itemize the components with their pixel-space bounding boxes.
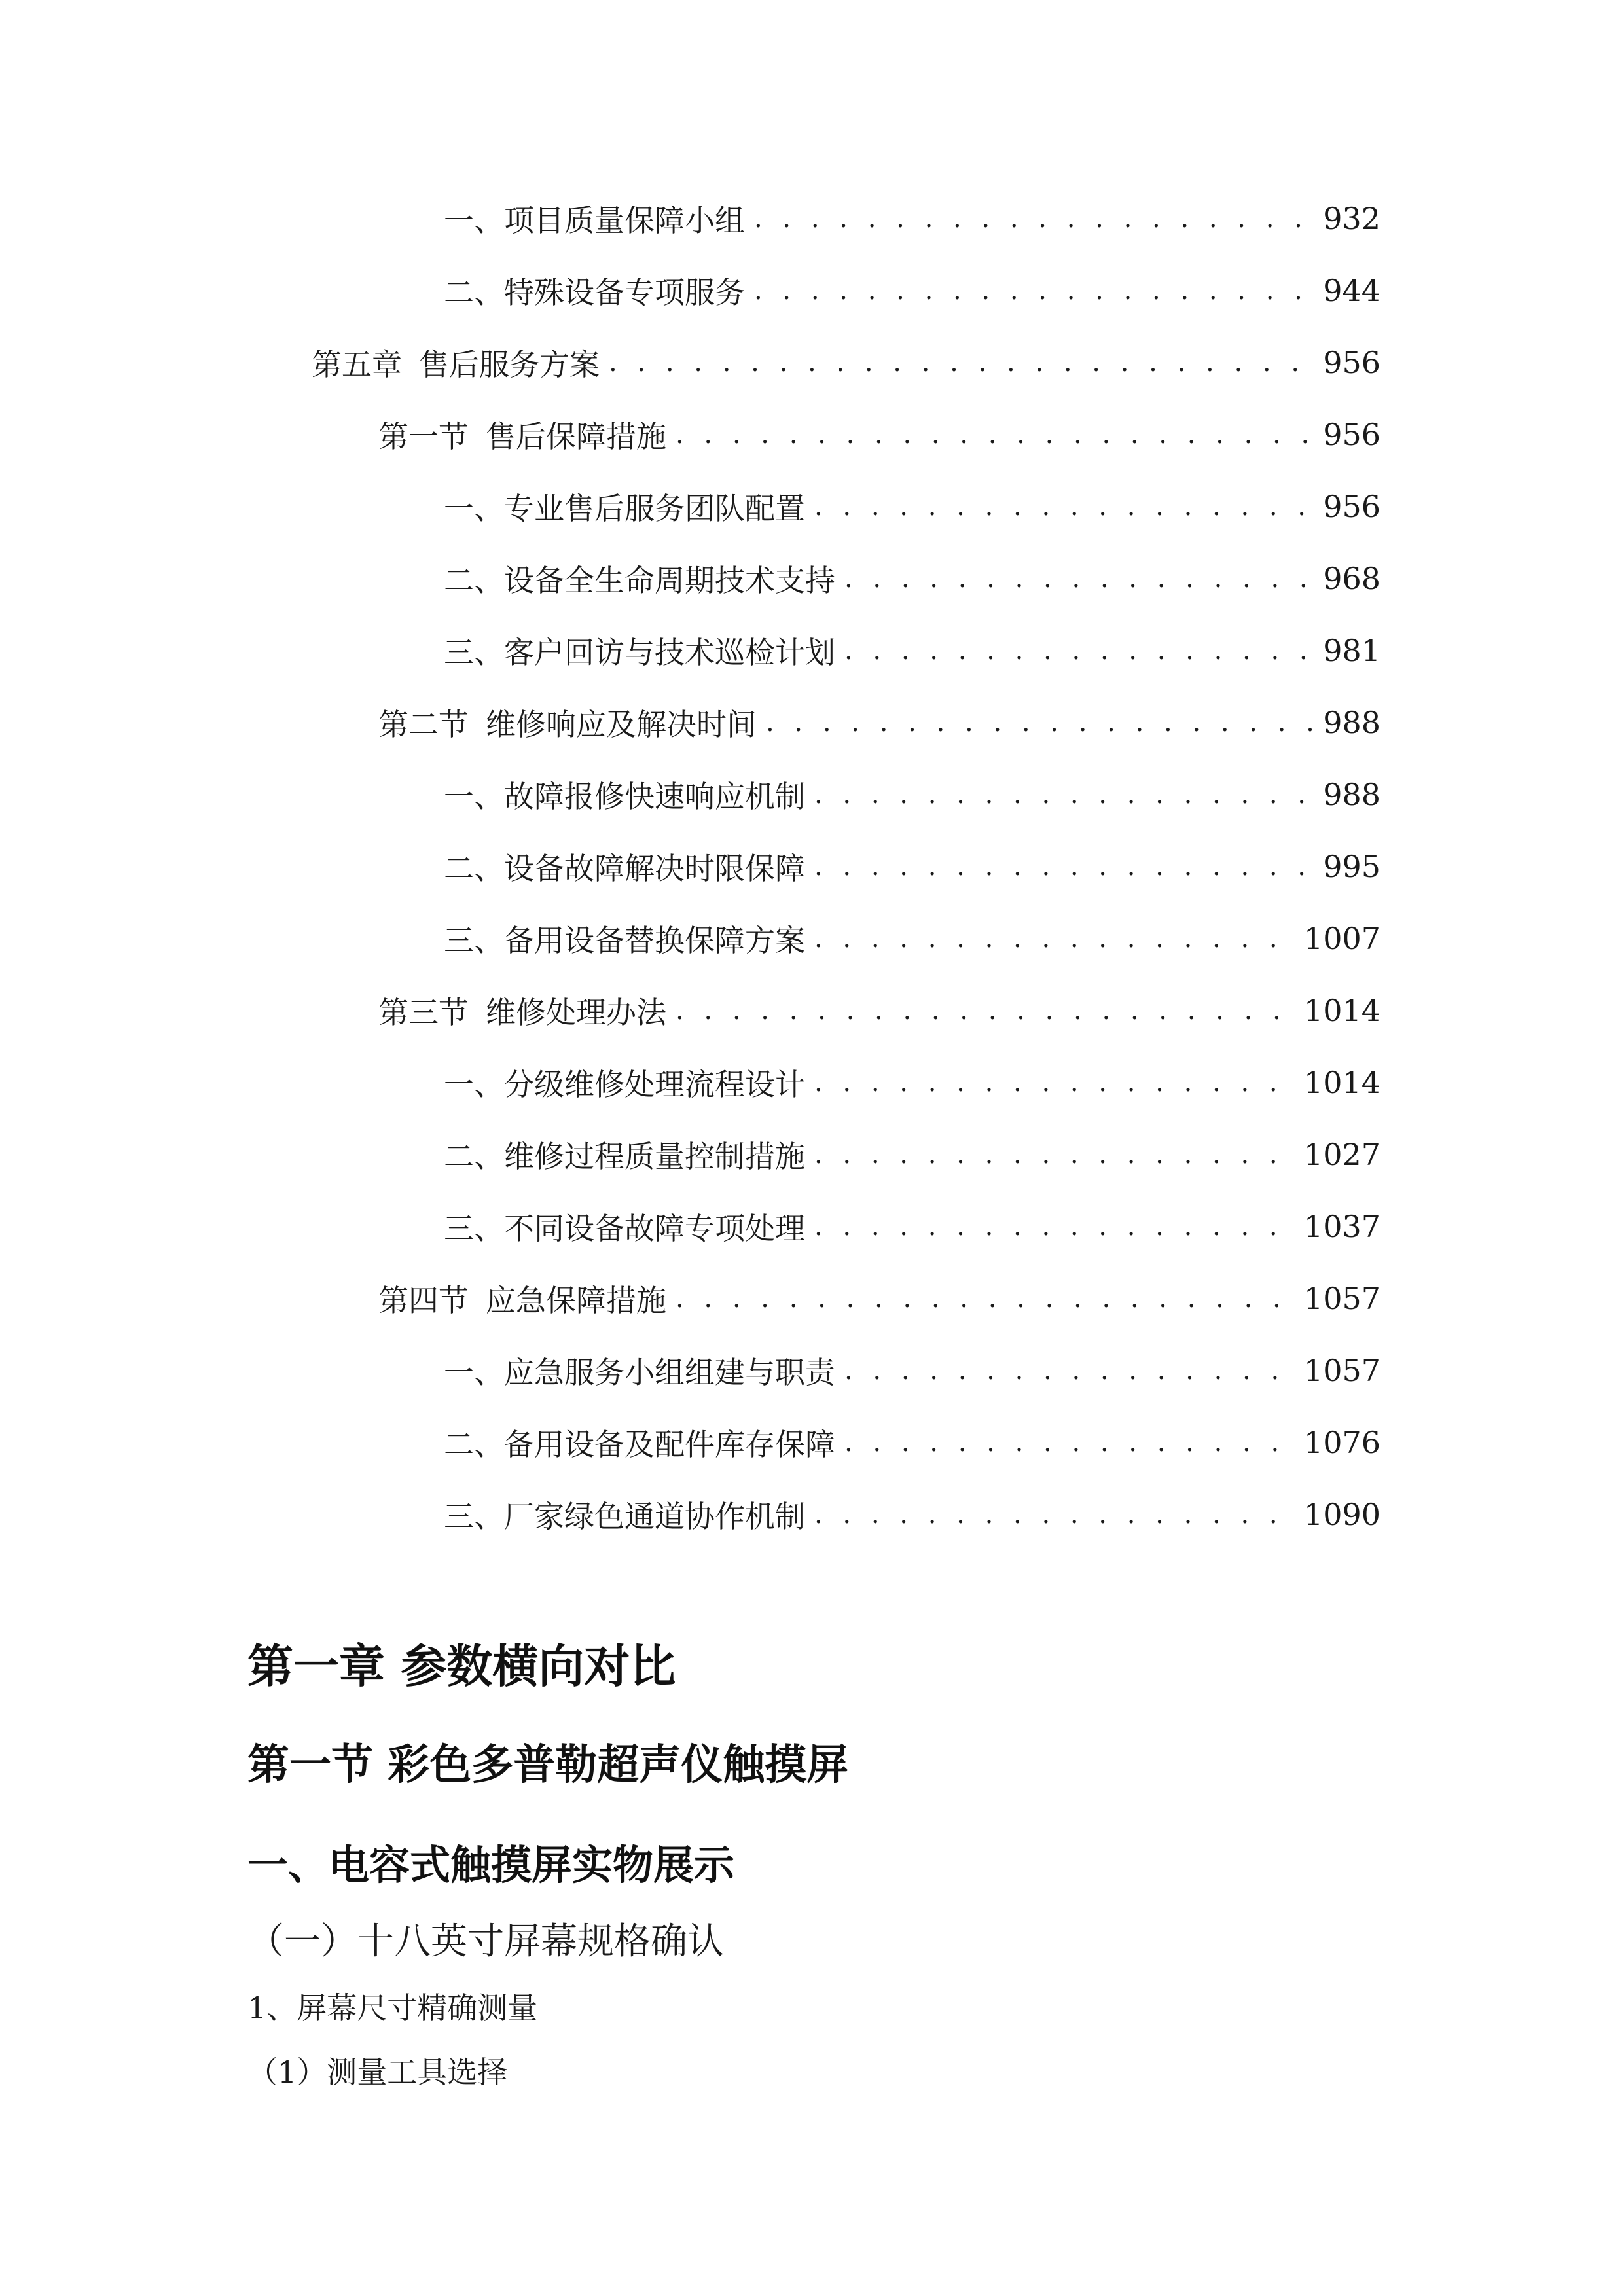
toc-entry-page: 1090 — [1303, 1497, 1380, 1532]
toc-entry-title: 厂家绿色通道协作机制 — [504, 1499, 805, 1534]
toc-entry-title: 设备故障解决时限保障 — [504, 851, 805, 886]
toc-entry-number: 三、 — [444, 923, 504, 958]
toc-entry[interactable] — [444, 483, 1380, 530]
toc-entry-number: 二、 — [444, 563, 504, 598]
toc-entry-title: 应急保障措施 — [486, 1283, 666, 1318]
toc-entry-title: 应急服务小组组建与职责 — [504, 1355, 835, 1390]
toc-leader-dots — [676, 420, 1314, 450]
toc-entry-title: 备用设备替换保障方案 — [504, 923, 805, 958]
toc-entry-number: 第四节 — [378, 1283, 469, 1318]
toc-entry-number: 三、 — [444, 635, 504, 670]
toc-entry-title: 项目质量保障小组 — [504, 203, 745, 238]
toc-leader-dots — [814, 1499, 1295, 1530]
toc-entry[interactable] — [444, 1347, 1380, 1394]
toc-entry[interactable] — [444, 1203, 1380, 1250]
toc-entry-number: 二、 — [444, 851, 504, 886]
toc-entry-title: 售后保障措施 — [486, 419, 666, 454]
toc-leader-dots — [814, 1211, 1295, 1242]
toc-entry[interactable] — [444, 195, 1380, 242]
toc-leader-dots — [814, 924, 1295, 954]
toc-entry-page: 981 — [1323, 633, 1380, 668]
toc-entry-title: 维修过程质量控制措施 — [504, 1139, 805, 1174]
toc-entry-number: 一、 — [444, 779, 504, 814]
toc-leader-dots — [676, 996, 1295, 1026]
chapter-title: 第一章 参数横向对比 — [247, 1640, 676, 1693]
toc-leader-dots — [814, 492, 1314, 522]
toc-entry-title: 专业售后服务团队配置 — [504, 491, 805, 526]
toc-entry[interactable] — [378, 699, 1380, 746]
toc-entry-number: 第一节 — [378, 419, 469, 454]
toc-entry-page: 956 — [1323, 345, 1380, 380]
toc-entry[interactable] — [312, 339, 1380, 386]
toc-leader-dots — [754, 204, 1314, 234]
toc-entry[interactable] — [444, 843, 1380, 890]
toc-entry-page: 1057 — [1303, 1281, 1380, 1316]
toc-entry-title: 维修处理办法 — [486, 995, 666, 1030]
subsection-title: 一、电容式触摸屏实物展示 — [247, 1841, 735, 1889]
toc-entry-title: 故障报修快速响应机制 — [504, 779, 805, 814]
toc-entry-title: 特殊设备专项服务 — [504, 275, 745, 310]
toc-entry[interactable] — [444, 1131, 1380, 1178]
toc-leader-dots — [844, 1427, 1295, 1458]
toc-entry-page: 995 — [1323, 849, 1380, 884]
toc-entry-title: 客户回访与技术巡检计划 — [504, 635, 835, 670]
toc-entry-page: 956 — [1323, 489, 1380, 524]
toc-entry[interactable] — [378, 411, 1380, 458]
toc-entry-number: 二、 — [444, 1139, 504, 1174]
toc-entry-page: 968 — [1323, 561, 1380, 596]
toc-entry[interactable] — [444, 627, 1380, 674]
toc-leader-dots — [676, 1283, 1295, 1314]
toc-entry-title: 不同设备故障专项处理 — [504, 1211, 805, 1246]
toc-entry-page: 932 — [1323, 201, 1380, 236]
paren-heading: （一）十八英寸屏幕规格确认 — [247, 1920, 724, 1963]
toc-entry-title: 分级维修处理流程设计 — [504, 1067, 805, 1102]
toc-leader-dots — [844, 564, 1314, 594]
toc-leader-dots — [814, 780, 1314, 810]
toc-entry-page: 1076 — [1303, 1425, 1380, 1460]
toc-entry[interactable] — [444, 267, 1380, 314]
toc-entry-page: 1027 — [1303, 1137, 1380, 1172]
toc-leader-dots — [814, 1139, 1295, 1170]
toc-entry-page: 956 — [1323, 417, 1380, 452]
toc-leader-dots — [814, 852, 1314, 882]
toc-entry[interactable] — [378, 1275, 1380, 1322]
toc-entry[interactable] — [444, 1419, 1380, 1466]
item-heading: （1）测量工具选择 — [247, 2054, 508, 2090]
toc-entry-page: 1057 — [1303, 1353, 1380, 1388]
toc-entry-number: 二、 — [444, 275, 504, 310]
toc-entry-number: 第五章 — [312, 347, 402, 382]
toc-entry[interactable] — [444, 555, 1380, 602]
toc-entry-number: 二、 — [444, 1427, 504, 1462]
toc-leader-dots — [814, 1067, 1295, 1098]
toc-leader-dots — [844, 1355, 1295, 1386]
toc-leader-dots — [754, 276, 1314, 306]
toc-entry-page: 944 — [1323, 273, 1380, 308]
toc-entry[interactable] — [444, 1059, 1380, 1106]
toc-entry-number: 第二节 — [378, 707, 469, 742]
toc-leader-dots — [844, 636, 1314, 666]
toc-entry-page: 988 — [1323, 777, 1380, 812]
toc-entry-number: 三、 — [444, 1499, 504, 1534]
numbered-heading: 1、屏幕尺寸精确测量 — [247, 1990, 538, 2026]
toc-entry-page: 1014 — [1303, 1065, 1380, 1100]
toc-entry-number: 三、 — [444, 1211, 504, 1246]
toc-entry[interactable] — [378, 987, 1380, 1034]
toc-entry-title: 备用设备及配件库存保障 — [504, 1427, 835, 1462]
toc-entry-number: 一、 — [444, 203, 504, 238]
toc-entry-number: 第三节 — [378, 995, 469, 1030]
toc-entry-page: 1014 — [1303, 993, 1380, 1028]
toc-entry-number: 一、 — [444, 1355, 504, 1390]
toc-entry-number: 一、 — [444, 1067, 504, 1102]
toc-entry[interactable] — [444, 1491, 1380, 1538]
toc-entry-title: 设备全生命周期技术支持 — [504, 563, 835, 598]
toc-entry-number: 一、 — [444, 491, 504, 526]
toc-entry[interactable] — [444, 771, 1380, 818]
toc-entry-page: 1007 — [1303, 921, 1380, 956]
toc-entry-title: 售后服务方案 — [419, 347, 600, 382]
toc-entry[interactable] — [444, 915, 1380, 962]
toc-leader-dots — [766, 708, 1314, 738]
section-title: 第一节 彩色多普勒超声仪触摸屏 — [247, 1741, 849, 1789]
toc-leader-dots — [609, 348, 1314, 378]
toc-entry-page: 988 — [1323, 705, 1380, 740]
toc-entry-page: 1037 — [1303, 1209, 1380, 1244]
toc-entry-title: 维修响应及解决时间 — [486, 707, 757, 742]
